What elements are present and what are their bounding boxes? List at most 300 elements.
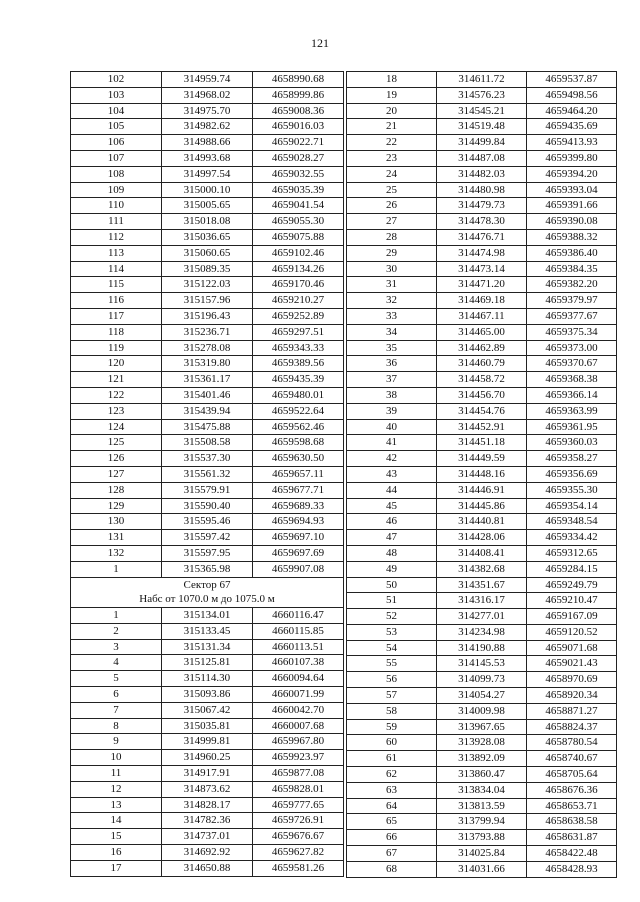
table-row [71, 87, 344, 103]
table-row [71, 545, 344, 561]
point-number-cell: 9 [71, 734, 162, 750]
table-row [71, 639, 344, 655]
x-coordinate-cell: 315036.65 [162, 229, 253, 245]
y-coordinate-cell: 4659877.08 [253, 766, 344, 782]
table-row [347, 735, 617, 751]
x-coordinate-cell: 314471.20 [437, 277, 527, 293]
point-number-cell: 112 [71, 229, 162, 245]
x-coordinate-cell: 315089.35 [162, 261, 253, 277]
table-row [71, 750, 344, 766]
point-number-cell: 36 [347, 356, 437, 372]
y-coordinate-cell: 4659210.47 [527, 593, 617, 609]
x-coordinate-cell: 314482.03 [437, 166, 527, 182]
point-number-cell: 13 [71, 797, 162, 813]
y-coordinate-cell: 4659657.11 [253, 466, 344, 482]
table-row [71, 372, 344, 388]
y-coordinate-cell: 4659375.34 [527, 324, 617, 340]
point-number-cell: 31 [347, 277, 437, 293]
y-coordinate-cell: 4659537.87 [527, 72, 617, 88]
y-coordinate-cell: 4659399.80 [527, 150, 617, 166]
y-coordinate-cell: 4659032.55 [253, 166, 344, 182]
x-coordinate-cell: 315157.96 [162, 293, 253, 309]
point-number-cell: 58 [347, 703, 437, 719]
point-number-cell: 44 [347, 482, 437, 498]
y-coordinate-cell: 4659358.27 [527, 451, 617, 467]
y-coordinate-cell: 4659348.54 [527, 514, 617, 530]
x-coordinate-cell: 315361.17 [162, 372, 253, 388]
point-number-cell: 29 [347, 245, 437, 261]
sector-title: Сектор 67 [71, 577, 344, 592]
point-number-cell: 124 [71, 419, 162, 435]
x-coordinate-cell: 314828.17 [162, 797, 253, 813]
x-coordinate-cell: 314316.17 [437, 593, 527, 609]
point-number-cell: 38 [347, 387, 437, 403]
point-number-cell: 102 [71, 72, 162, 88]
x-coordinate-cell: 314480.98 [437, 182, 527, 198]
y-coordinate-cell: 4659170.46 [253, 277, 344, 293]
y-coordinate-cell: 4659828.01 [253, 781, 344, 797]
table-row [71, 561, 344, 577]
y-coordinate-cell: 4659373.00 [527, 340, 617, 356]
y-coordinate-cell: 4659598.68 [253, 435, 344, 451]
y-coordinate-cell: 4659413.93 [527, 135, 617, 151]
y-coordinate-cell: 4659726.91 [253, 813, 344, 829]
point-number-cell: 53 [347, 624, 437, 640]
y-coordinate-cell: 4659366.14 [527, 387, 617, 403]
point-number-cell: 127 [71, 466, 162, 482]
point-number-cell: 28 [347, 229, 437, 245]
x-coordinate-cell: 314448.16 [437, 466, 527, 482]
point-number-cell: 3 [71, 639, 162, 655]
point-number-cell: 49 [347, 561, 437, 577]
y-coordinate-cell: 4658638.58 [527, 814, 617, 830]
y-coordinate-cell: 4659498.56 [527, 87, 617, 103]
point-number-cell: 105 [71, 119, 162, 135]
sector-subtitle: Набс от 1070.0 м до 1075.0 м [71, 592, 344, 607]
table-row [347, 308, 617, 324]
x-coordinate-cell: 315401.46 [162, 387, 253, 403]
table-row [347, 135, 617, 151]
table-row [347, 166, 617, 182]
x-coordinate-cell: 314009.98 [437, 703, 527, 719]
y-coordinate-cell: 4659907.08 [253, 561, 344, 577]
x-coordinate-cell: 314650.88 [162, 860, 253, 876]
y-coordinate-cell: 4659581.26 [253, 860, 344, 876]
y-coordinate-cell: 4659028.27 [253, 150, 344, 166]
table-row [347, 767, 617, 783]
y-coordinate-cell: 4659041.54 [253, 198, 344, 214]
x-coordinate-cell: 315122.03 [162, 277, 253, 293]
x-coordinate-cell: 314999.81 [162, 734, 253, 750]
point-number-cell: 6 [71, 687, 162, 703]
y-coordinate-cell: 4658653.71 [527, 798, 617, 814]
table-row [71, 119, 344, 135]
table-row [347, 182, 617, 198]
sector-header-row [71, 577, 344, 592]
point-number-cell: 61 [347, 751, 437, 767]
y-coordinate-cell: 4659697.10 [253, 530, 344, 546]
point-number-cell: 130 [71, 514, 162, 530]
table-row [71, 845, 344, 861]
x-coordinate-cell: 315060.65 [162, 245, 253, 261]
point-number-cell: 68 [347, 861, 437, 877]
x-coordinate-cell: 315508.58 [162, 435, 253, 451]
y-coordinate-cell: 4660042.70 [253, 702, 344, 718]
y-coordinate-cell: 4659297.51 [253, 324, 344, 340]
table-row [347, 150, 617, 166]
x-coordinate-cell: 314454.76 [437, 403, 527, 419]
point-number-cell: 42 [347, 451, 437, 467]
table-row [347, 719, 617, 735]
point-number-cell: 115 [71, 277, 162, 293]
table-row [71, 277, 344, 293]
table-row [347, 435, 617, 451]
table-row [71, 530, 344, 546]
table-row [347, 482, 617, 498]
y-coordinate-cell: 4659055.30 [253, 214, 344, 230]
x-coordinate-cell: 314190.88 [437, 640, 527, 656]
point-number-cell: 116 [71, 293, 162, 309]
table-row [71, 734, 344, 750]
y-coordinate-cell: 4659134.26 [253, 261, 344, 277]
x-coordinate-cell: 314351.67 [437, 577, 527, 593]
table-row [71, 150, 344, 166]
y-coordinate-cell: 4659522.64 [253, 403, 344, 419]
x-coordinate-cell: 314451.18 [437, 435, 527, 451]
point-number-cell: 1 [71, 561, 162, 577]
x-coordinate-cell: 314499.84 [437, 135, 527, 151]
x-coordinate-cell: 314031.66 [437, 861, 527, 877]
x-coordinate-cell: 314428.06 [437, 530, 527, 546]
sector-subheader-row [71, 592, 344, 607]
x-coordinate-cell: 315439.94 [162, 403, 253, 419]
x-coordinate-cell: 314917.91 [162, 766, 253, 782]
table-row [71, 387, 344, 403]
point-number-cell: 1 [71, 608, 162, 624]
point-number-cell: 39 [347, 403, 437, 419]
y-coordinate-cell: 4659021.43 [527, 656, 617, 672]
point-number-cell: 15 [71, 829, 162, 845]
table-row [347, 119, 617, 135]
point-number-cell: 2 [71, 623, 162, 639]
x-coordinate-cell: 314873.62 [162, 781, 253, 797]
point-number-cell: 119 [71, 340, 162, 356]
table-row [347, 561, 617, 577]
table-row [71, 419, 344, 435]
x-coordinate-cell: 314479.73 [437, 198, 527, 214]
table-row [347, 624, 617, 640]
x-coordinate-cell: 314234.98 [437, 624, 527, 640]
point-number-cell: 56 [347, 672, 437, 688]
y-coordinate-cell: 4659355.30 [527, 482, 617, 498]
table-row [71, 860, 344, 876]
x-coordinate-cell: 314975.70 [162, 103, 253, 119]
table-row [71, 356, 344, 372]
point-number-cell: 60 [347, 735, 437, 751]
table-row [347, 751, 617, 767]
y-coordinate-cell: 4660116.47 [253, 608, 344, 624]
y-coordinate-cell: 4660107.38 [253, 655, 344, 671]
x-coordinate-cell: 315319.80 [162, 356, 253, 372]
y-coordinate-cell: 4659356.69 [527, 466, 617, 482]
y-coordinate-cell: 4659677.71 [253, 482, 344, 498]
point-number-cell: 8 [71, 718, 162, 734]
point-number-cell: 33 [347, 308, 437, 324]
table-row [347, 545, 617, 561]
point-number-cell: 46 [347, 514, 437, 530]
point-number-cell: 4 [71, 655, 162, 671]
x-coordinate-cell: 314473.14 [437, 261, 527, 277]
y-coordinate-cell: 4659334.42 [527, 530, 617, 546]
table-row [347, 372, 617, 388]
y-coordinate-cell: 4660094.64 [253, 671, 344, 687]
y-coordinate-cell: 4658676.36 [527, 782, 617, 798]
x-coordinate-cell: 315597.95 [162, 545, 253, 561]
table-row [347, 324, 617, 340]
x-coordinate-cell: 313892.09 [437, 751, 527, 767]
point-number-cell: 66 [347, 830, 437, 846]
y-coordinate-cell: 4659676.67 [253, 829, 344, 845]
point-number-cell: 26 [347, 198, 437, 214]
y-coordinate-cell: 4659394.20 [527, 166, 617, 182]
table-row [71, 261, 344, 277]
table-row [71, 482, 344, 498]
y-coordinate-cell: 4659384.35 [527, 261, 617, 277]
table-row [347, 830, 617, 846]
table-row [71, 608, 344, 624]
point-number-cell: 125 [71, 435, 162, 451]
y-coordinate-cell: 4659480.01 [253, 387, 344, 403]
x-coordinate-cell: 314099.73 [437, 672, 527, 688]
table-row [71, 655, 344, 671]
x-coordinate-cell: 314446.91 [437, 482, 527, 498]
x-coordinate-cell: 314465.00 [437, 324, 527, 340]
table-row [347, 214, 617, 230]
point-number-cell: 126 [71, 451, 162, 467]
x-coordinate-cell: 314145.53 [437, 656, 527, 672]
y-coordinate-cell: 4659435.69 [527, 119, 617, 135]
point-number-cell: 59 [347, 719, 437, 735]
y-coordinate-cell: 4659368.38 [527, 372, 617, 388]
table-row [71, 671, 344, 687]
table-row [347, 577, 617, 593]
x-coordinate-cell: 313799.94 [437, 814, 527, 830]
x-coordinate-cell: 315597.42 [162, 530, 253, 546]
x-coordinate-cell: 315537.30 [162, 451, 253, 467]
x-coordinate-cell: 315093.86 [162, 687, 253, 703]
point-number-cell: 106 [71, 135, 162, 151]
x-coordinate-cell: 314474.98 [437, 245, 527, 261]
point-number-cell: 34 [347, 324, 437, 340]
x-coordinate-cell: 314478.30 [437, 214, 527, 230]
point-number-cell: 114 [71, 261, 162, 277]
point-number-cell: 20 [347, 103, 437, 119]
right-coordinates-table [346, 71, 617, 878]
point-number-cell: 47 [347, 530, 437, 546]
point-number-cell: 30 [347, 261, 437, 277]
y-coordinate-cell: 4658970.69 [527, 672, 617, 688]
point-number-cell: 11 [71, 766, 162, 782]
y-coordinate-cell: 4660007.68 [253, 718, 344, 734]
x-coordinate-cell: 314025.84 [437, 846, 527, 862]
x-coordinate-cell: 315561.32 [162, 466, 253, 482]
y-coordinate-cell: 4658920.34 [527, 688, 617, 704]
x-coordinate-cell: 315595.46 [162, 514, 253, 530]
point-number-cell: 120 [71, 356, 162, 372]
table-row [71, 182, 344, 198]
x-coordinate-cell: 314469.18 [437, 293, 527, 309]
y-coordinate-cell: 4659354.14 [527, 498, 617, 514]
point-number-cell: 27 [347, 214, 437, 230]
table-row [347, 103, 617, 119]
point-number-cell: 57 [347, 688, 437, 704]
point-number-cell: 12 [71, 781, 162, 797]
point-number-cell: 7 [71, 702, 162, 718]
x-coordinate-cell: 315133.45 [162, 623, 253, 639]
x-coordinate-cell: 315579.91 [162, 482, 253, 498]
y-coordinate-cell: 4659377.67 [527, 308, 617, 324]
point-number-cell: 64 [347, 798, 437, 814]
x-coordinate-cell: 315005.65 [162, 198, 253, 214]
point-number-cell: 55 [347, 656, 437, 672]
table-row [71, 198, 344, 214]
point-number-cell: 62 [347, 767, 437, 783]
x-coordinate-cell: 314445.86 [437, 498, 527, 514]
x-coordinate-cell: 314993.68 [162, 150, 253, 166]
y-coordinate-cell: 4659016.03 [253, 119, 344, 135]
y-coordinate-cell: 4659210.27 [253, 293, 344, 309]
table-row [347, 498, 617, 514]
y-coordinate-cell: 4660071.99 [253, 687, 344, 703]
point-number-cell: 132 [71, 545, 162, 561]
point-number-cell: 109 [71, 182, 162, 198]
point-number-cell: 40 [347, 419, 437, 435]
table-row [71, 229, 344, 245]
x-coordinate-cell: 314467.11 [437, 308, 527, 324]
point-number-cell: 23 [347, 150, 437, 166]
y-coordinate-cell: 4659627.82 [253, 845, 344, 861]
x-coordinate-cell: 315196.43 [162, 308, 253, 324]
x-coordinate-cell: 314456.70 [437, 387, 527, 403]
table-row [71, 781, 344, 797]
point-number-cell: 54 [347, 640, 437, 656]
x-coordinate-cell: 313967.65 [437, 719, 527, 735]
table-row [347, 198, 617, 214]
point-number-cell: 48 [347, 545, 437, 561]
x-coordinate-cell: 315067.42 [162, 702, 253, 718]
point-number-cell: 43 [347, 466, 437, 482]
y-coordinate-cell: 4659120.52 [527, 624, 617, 640]
x-coordinate-cell: 314982.62 [162, 119, 253, 135]
y-coordinate-cell: 4659071.68 [527, 640, 617, 656]
y-coordinate-cell: 4659284.15 [527, 561, 617, 577]
y-coordinate-cell: 4658990.68 [253, 72, 344, 88]
table-row [71, 72, 344, 88]
y-coordinate-cell: 4658631.87 [527, 830, 617, 846]
point-number-cell: 118 [71, 324, 162, 340]
table-row [71, 498, 344, 514]
x-coordinate-cell: 314519.48 [437, 119, 527, 135]
point-number-cell: 110 [71, 198, 162, 214]
y-coordinate-cell: 4659388.32 [527, 229, 617, 245]
x-coordinate-cell: 314988.66 [162, 135, 253, 151]
table-row [347, 277, 617, 293]
y-coordinate-cell: 4659252.89 [253, 308, 344, 324]
y-coordinate-cell: 4659435.39 [253, 372, 344, 388]
x-coordinate-cell: 314440.81 [437, 514, 527, 530]
table-row [347, 640, 617, 656]
point-number-cell: 131 [71, 530, 162, 546]
table-row [71, 797, 344, 813]
y-coordinate-cell: 4658428.93 [527, 861, 617, 877]
y-coordinate-cell: 4659694.93 [253, 514, 344, 530]
y-coordinate-cell: 4659689.33 [253, 498, 344, 514]
y-coordinate-cell: 4659312.65 [527, 545, 617, 561]
x-coordinate-cell: 314458.72 [437, 372, 527, 388]
x-coordinate-cell: 314782.36 [162, 813, 253, 829]
table-row [71, 340, 344, 356]
x-coordinate-cell: 314449.59 [437, 451, 527, 467]
x-coordinate-cell: 314960.25 [162, 750, 253, 766]
y-coordinate-cell: 4658740.67 [527, 751, 617, 767]
x-coordinate-cell: 314959.74 [162, 72, 253, 88]
point-number-cell: 129 [71, 498, 162, 514]
y-coordinate-cell: 4659360.03 [527, 435, 617, 451]
x-coordinate-cell: 315131.34 [162, 639, 253, 655]
point-number-cell: 108 [71, 166, 162, 182]
y-coordinate-cell: 4659390.08 [527, 214, 617, 230]
point-number-cell: 121 [71, 372, 162, 388]
y-coordinate-cell: 4659102.46 [253, 245, 344, 261]
point-number-cell: 52 [347, 609, 437, 625]
point-number-cell: 14 [71, 813, 162, 829]
x-coordinate-cell: 314997.54 [162, 166, 253, 182]
table-row [347, 514, 617, 530]
table-row [347, 861, 617, 877]
y-coordinate-cell: 4659361.95 [527, 419, 617, 435]
y-coordinate-cell: 4659630.50 [253, 451, 344, 467]
point-number-cell: 128 [71, 482, 162, 498]
table-row [347, 672, 617, 688]
point-number-cell: 24 [347, 166, 437, 182]
table-row [71, 514, 344, 530]
table-row [71, 166, 344, 182]
y-coordinate-cell: 4659249.79 [527, 577, 617, 593]
y-coordinate-cell: 4659008.36 [253, 103, 344, 119]
y-coordinate-cell: 4659382.20 [527, 277, 617, 293]
table-row [347, 688, 617, 704]
y-coordinate-cell: 4659562.46 [253, 419, 344, 435]
point-number-cell: 45 [347, 498, 437, 514]
y-coordinate-cell: 4658824.37 [527, 719, 617, 735]
table-row [71, 702, 344, 718]
y-coordinate-cell: 4659777.65 [253, 797, 344, 813]
point-number-cell: 25 [347, 182, 437, 198]
point-number-cell: 35 [347, 340, 437, 356]
point-number-cell: 21 [347, 119, 437, 135]
point-number-cell: 17 [71, 860, 162, 876]
table-row [71, 324, 344, 340]
table-row [71, 135, 344, 151]
table-row [347, 356, 617, 372]
table-row [71, 718, 344, 734]
y-coordinate-cell: 4658780.54 [527, 735, 617, 751]
point-number-cell: 111 [71, 214, 162, 230]
x-coordinate-cell: 314408.41 [437, 545, 527, 561]
table-row [71, 813, 344, 829]
x-coordinate-cell: 315236.71 [162, 324, 253, 340]
table-row [71, 245, 344, 261]
